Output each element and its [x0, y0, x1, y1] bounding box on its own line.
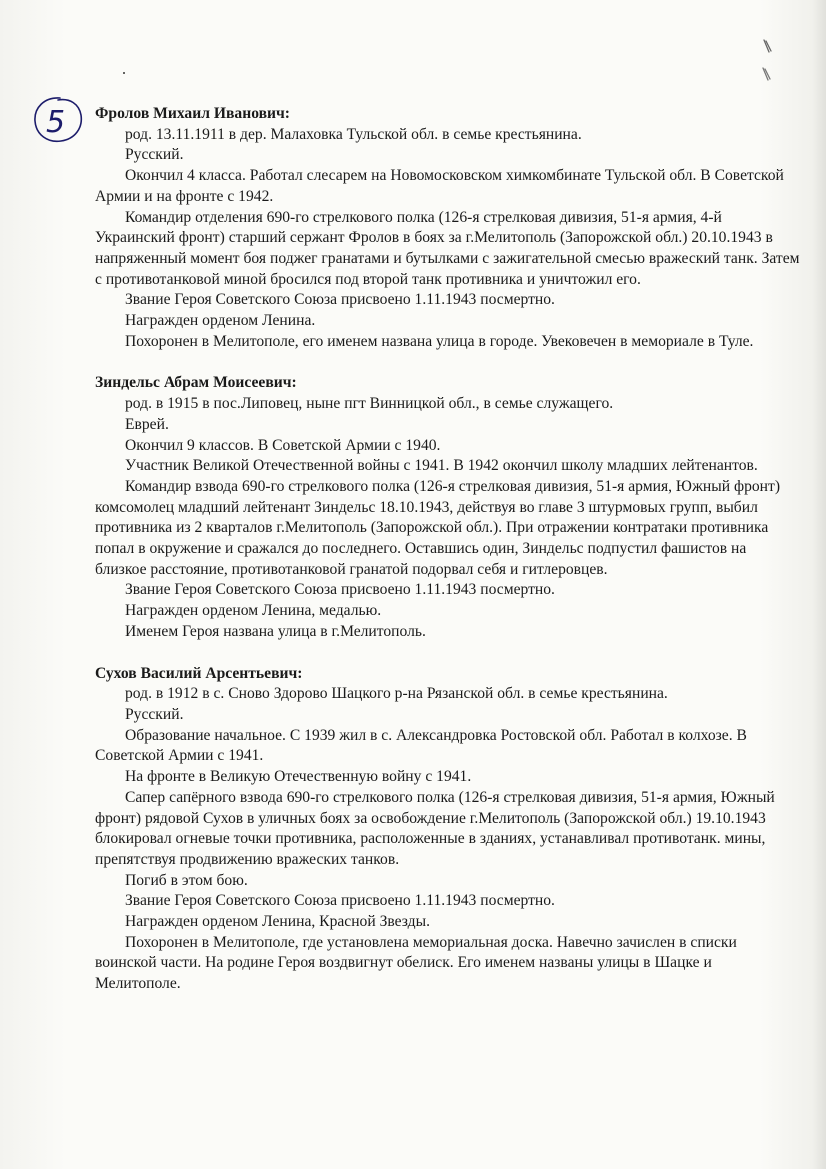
bio-paragraph: Сапер сапёрного взвода 690-го стрелкового полка (126-я стрелковая дивизия, 51-я армия, Южный фронт) рядовой Сухов в уличных боях за освобождение г.Мелитополь (Запорожской обл.) 19.10.1943 блокировал огневые точки противника, расположенные в зданиях, устанавливал противотанк. мины, препятствуя продвижению вражеских танков.	[95, 788, 775, 868]
bio-entry	[95, 373, 800, 642]
bio-paragraph: Образование начальное. С 1939 жил в с. Александровка Ростовской обл. Работал в колхозе. В Советской Армии с 1941.	[95, 726, 747, 765]
speck-mark	[123, 72, 125, 74]
page-edge-shadow	[812, 0, 826, 1169]
bio-entry	[95, 664, 800, 995]
bio-name: Фролов Михаил Иванович:	[95, 105, 290, 122]
bio-paragraph: Погиб в этом бою.	[125, 871, 248, 889]
bio-paragraph: Еврей.	[125, 415, 169, 433]
bio-paragraph: Участник Великой Отечественной войны с 1941. В 1942 окончил школу младших лейтенантов.	[125, 457, 758, 475]
bio-entry	[95, 104, 800, 352]
bio-paragraph: Награжден орденом Ленина, медалью.	[125, 602, 382, 620]
bio-paragraph: Окончил 4 класса. Работал слесарем на Новомосковском химкомбинате Тульской обл. В Советской Армии и на фронте с 1942.	[95, 167, 784, 205]
bio-paragraph: Награжден орденом Ленина.	[125, 312, 316, 330]
bio-paragraph: Похоронен в Мелитополе, его именем названа улица в городе. Увековечен в мемориале в Туле.	[125, 332, 754, 350]
bio-paragraph: Русский.	[125, 146, 184, 164]
bio-paragraph: род. в 1912 в с. Сново Здорово Шацкого р-на Рязанской обл. в семье крестьянина.	[125, 685, 668, 703]
bio-paragraph: Русский.	[125, 705, 184, 723]
bio-paragraph: Звание Героя Советского Союза присвоено 1.11.1943 посмертно.	[125, 291, 555, 309]
bio-paragraph: Именем Героя названа улица в г.Мелитополь.	[125, 622, 426, 640]
bio-paragraph: Командир отделения 690-го стрелкового полка (126-я стрелковая дивизия, 51-я армия, 4-й Украинский фронт) старший сержант Фролов в боях за г.Мелитополь (Запорожской обл.) 20.10.1943 в напряженный момент боя поджег гранатами и бутылками с зажигательной смесью вражеский танк. Затем с противотанковой миной бросился под второй танк противника и уничтожил его.	[95, 208, 800, 288]
document-body	[95, 104, 800, 995]
bio-paragraph: род. в 1915 в пос.Липовец, ныне пгт Винницкой обл., в семье служащего.	[125, 395, 614, 413]
paperclip-icon	[760, 38, 774, 82]
bio-paragraph: Похоронен в Мелитополе, где установлена мемориальная доска. Навечно зачислен в списки воинской части. На родине Героя воздвигнут обелиск. Его именем названы улицы в Шацке и Мелитополе.	[95, 933, 737, 993]
bio-paragraph: Звание Героя Советского Союза присвоено 1.11.1943 посмертно.	[125, 581, 555, 599]
bio-name: Зиндельс Абрам Моисеевич:	[95, 374, 297, 392]
bio-name: Сухов Василий Арсентьевич:	[95, 664, 303, 682]
bio-paragraph: Звание Героя Советского Союза присвоено 1.11.1943 посмертно.	[125, 892, 555, 910]
bio-paragraph: Окончил 9 классов. В Советской Армии с 1940.	[125, 436, 441, 454]
bio-paragraph: На фронте в Великую Отечественную войну с 1941.	[125, 768, 472, 786]
bio-paragraph: род. 13.11.1911 в дер. Малаховка Тульской обл. в семье крестьянина.	[125, 125, 582, 143]
bio-paragraph: Награжден орденом Ленина, Красной Звезды.	[125, 913, 430, 931]
page-number-text: 5	[46, 105, 66, 140]
bio-paragraph: Командир взвода 690-го стрелкового полка (126-я стрелковая дивизия, 51-я армия, Южный фронт) комсомолец младший лейтенант Зиндельс 18.10.1943, действуя во главе 3 штурмовых групп, выбил противника из 2 кварталов г.Мелитополь (Запорожской обл.). При отражении контратаки противника попал в окружение и сражался до последнего. Оставшись один, Зиндельс подпустил фашистов на близкое расстояние, противотанковой гранатой подорвал себя и гитлеровцев.	[95, 477, 781, 578]
handwritten-page-number	[30, 94, 86, 146]
